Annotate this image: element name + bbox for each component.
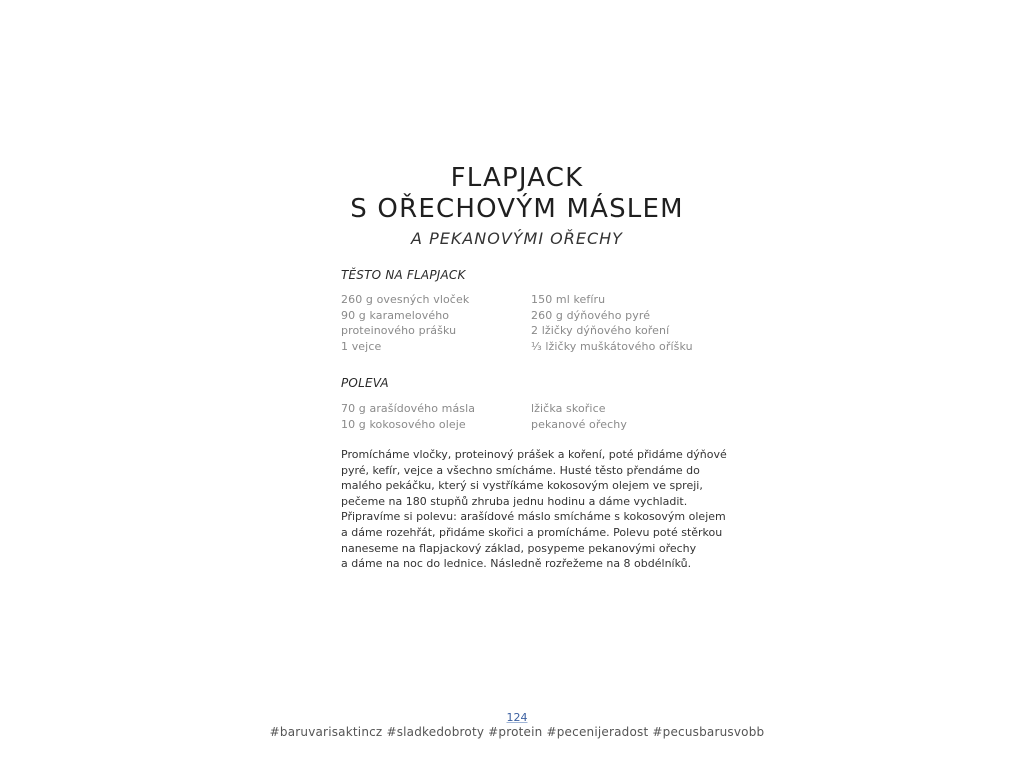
hashtags: #baruvarisaktincz #sladkedobroty #protein #pecenijeradost #pecusbarusvobb (269, 725, 765, 739)
ingredient-item: 90 g karamelového (341, 308, 450, 322)
topping-ingredients-right (531, 401, 627, 432)
ingredient-item: 260 g ovesných vloček (341, 293, 470, 306)
method-line: a dáme na noc do lednice. Následně rozřežeme na 8 obdélníků. (341, 557, 692, 571)
dough-ingredients-right (531, 292, 693, 354)
ingredient-item: pekanové ořechy (531, 417, 627, 431)
ingredient-item: 70 g arašídového másla (341, 402, 476, 415)
page-number[interactable]: 124 (506, 711, 528, 724)
method-text (341, 447, 727, 572)
title-line-1: FLAPJACK (450, 163, 584, 193)
method-line: Připravíme si polevu: arašídové máslo smícháme s kokosovým olejem (341, 510, 726, 524)
method-line: pyré, kefír, vejce a všechno smícháme. Husté těsto přendáme do (341, 463, 700, 477)
title-line-2: S OŘECHOVÝM MÁSLEM (350, 194, 684, 224)
ingredient-item: 1 vejce (341, 339, 382, 353)
method-line: Promícháme vločky, proteinový prášek a koření, poté přidáme dýňové (341, 448, 727, 461)
topping-ingredients-left (341, 401, 475, 432)
topping-heading: POLEVA (341, 376, 389, 390)
dough-heading: TĚSTO NA FLAPJACK (341, 268, 466, 282)
recipe-title (0, 163, 1024, 248)
dough-ingredients-left (341, 292, 469, 354)
recipe-subtitle: A PEKANOVÝMI OŘECHY (411, 229, 623, 248)
ingredient-item: 10 g kokosového oleje (341, 417, 466, 431)
ingredient-item: proteinového prášku (341, 324, 457, 337)
ingredient-item: 2 lžičky dýňového koření (531, 324, 670, 337)
ingredient-item: 150 ml kefíru (531, 293, 606, 306)
method-line: pečeme na 180 stupňů zhruba jednu hodinu a dáme vychladit. (341, 494, 688, 508)
ingredient-item: 260 g dýňového pyré (531, 308, 651, 322)
ingredient-item: lžička skořice (531, 402, 606, 415)
method-line: a dáme rozehřát, přidáme skořici a promícháme. Polevu poté stěrkou (341, 525, 723, 539)
method-line: naneseme na flapjackový základ, posypeme pekanovými ořechy (341, 541, 697, 555)
method-line: malého pekáčku, který si vystříkáme kokosovým olejem ve spreji, (341, 479, 703, 493)
ingredient-item: ⅓ lžičky muškátového oříšku (531, 339, 693, 353)
